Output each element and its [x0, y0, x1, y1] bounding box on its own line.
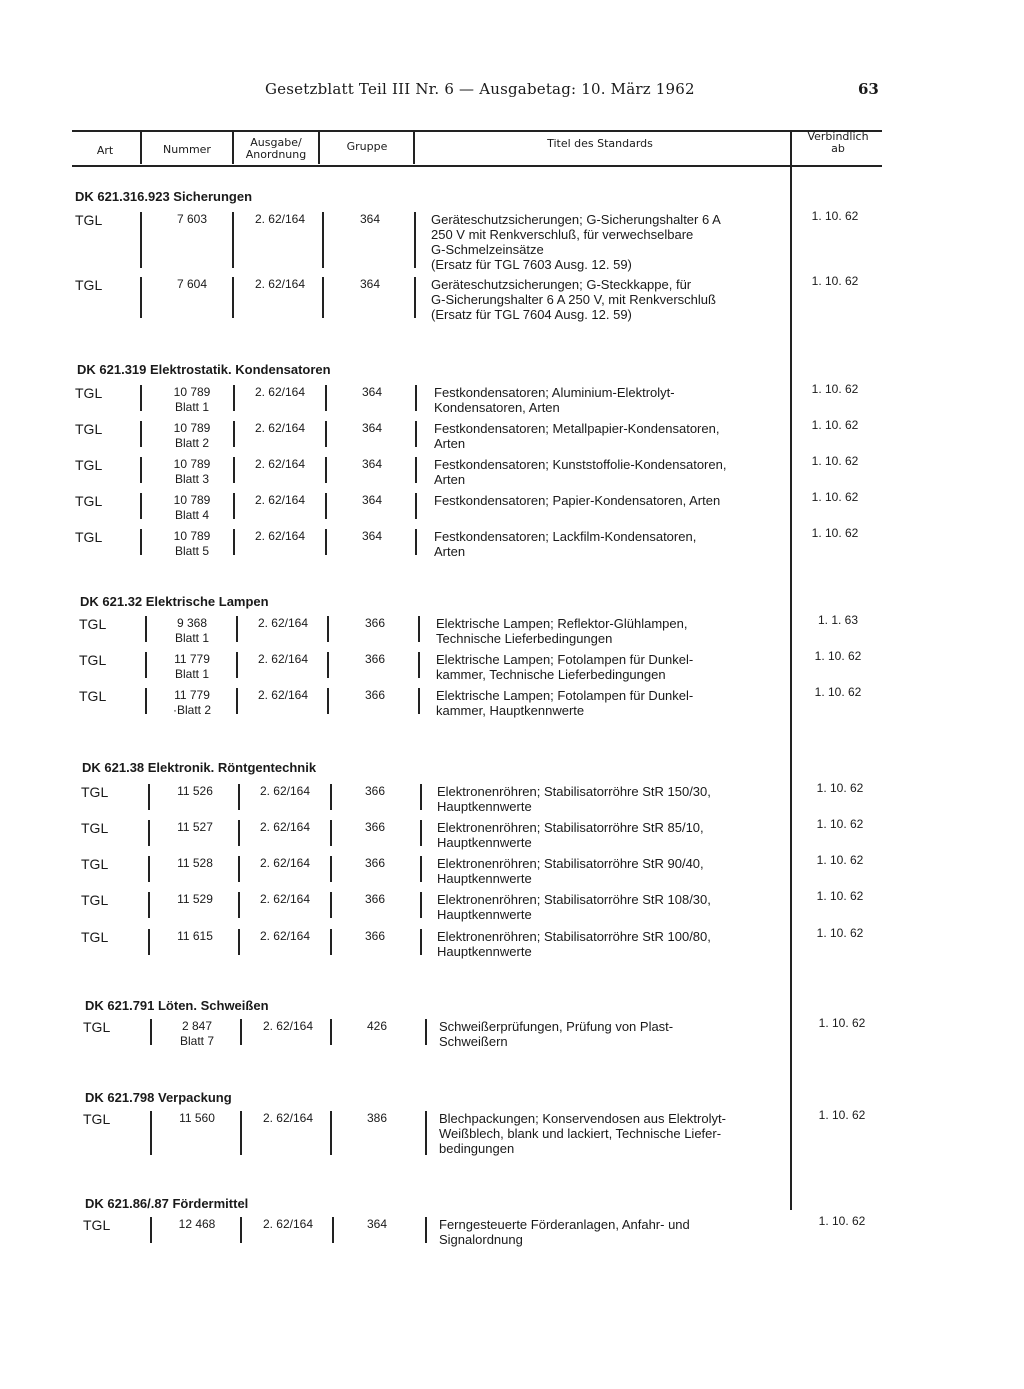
cell-gruppe: 366	[364, 652, 386, 666]
column-divider	[233, 529, 235, 555]
cell-titel: Festkondensatoren; Metallpapier-Kondensatoren, Arten	[434, 421, 720, 451]
column-divider	[238, 820, 240, 846]
cell-nummer: 7 604	[176, 277, 208, 291]
cell-ausgabe: 2. 62/164	[254, 493, 306, 507]
cell-gruppe: 364	[361, 493, 383, 507]
cell-ausgabe: 2. 62/164	[259, 820, 311, 834]
column-divider	[236, 688, 238, 714]
cell-nummer: 11 528	[177, 856, 213, 870]
column-divider	[330, 1111, 332, 1155]
column-divider	[418, 688, 420, 714]
column-divider	[148, 892, 150, 918]
column-divider	[140, 457, 142, 483]
column-divider	[325, 421, 327, 447]
section-title: DK 621.86/.87 Fördermittel	[85, 1196, 249, 1211]
column-divider	[332, 1217, 334, 1243]
cell-nummer: 7 603	[176, 212, 208, 226]
column-divider	[140, 421, 142, 447]
section-title: DK 621.32 Elektrische Lampen	[80, 594, 269, 609]
column-divider	[418, 652, 420, 678]
cell-art: TGL	[81, 784, 109, 800]
column-divider	[240, 1111, 242, 1155]
table-row	[0, 526, 1024, 559]
column-divider	[330, 784, 332, 810]
column-divider	[240, 1217, 242, 1243]
cell-ausgabe: 2. 62/164	[262, 1111, 314, 1125]
cell-gruppe: 364	[359, 212, 381, 226]
cell-verbindlich: 1. 10. 62	[811, 274, 859, 288]
cell-ausgabe: 2. 62/164	[259, 892, 311, 906]
cell-gruppe: 364	[361, 457, 383, 471]
cell-ausgabe: 2. 62/164	[257, 652, 309, 666]
cell-gruppe: 366	[364, 856, 386, 870]
column-divider	[145, 616, 147, 642]
cell-gruppe: 366	[364, 892, 386, 906]
column-divider	[318, 132, 320, 164]
column-divider	[140, 277, 142, 318]
column-divider	[150, 1111, 152, 1155]
table-row	[0, 490, 1024, 523]
cell-art: TGL	[81, 856, 109, 872]
section-title: DK 621.791 Löten. Schweißen	[85, 998, 269, 1013]
column-divider	[148, 856, 150, 882]
cell-verbindlich: 1. 10. 62	[818, 1214, 866, 1228]
column-header-verbindlich: Verbindlich ab	[807, 130, 869, 155]
column-divider	[145, 652, 147, 678]
table-row	[0, 817, 1024, 850]
column-divider	[415, 529, 417, 555]
cell-titel: Elektronenröhren; Stabilisatorröhre StR 90/40, Hauptkennwerte	[437, 856, 704, 886]
cell-art: TGL	[79, 652, 107, 668]
cell-art: TGL	[83, 1111, 111, 1127]
cell-titel: Elektrische Lampen; Reflektor-Glühlampen, Technische Lieferbedingungen	[436, 616, 688, 646]
cell-titel: Geräteschutzsicherungen; G-Sicherungshalter 6 A 250 V mit Renkverschluß, für verwechselbare G-Schmelzeinsätze (Ersatz für TGL 7603 Ausg. 12. 59)	[431, 212, 721, 272]
cell-verbindlich: 1. 10. 62	[816, 781, 864, 795]
table-row	[0, 1108, 1024, 1159]
cell-art: TGL	[83, 1019, 111, 1035]
column-divider	[148, 784, 150, 810]
column-divider	[236, 652, 238, 678]
cell-titel: Ferngesteuerte Förderanlagen, Anfahr- und Signalordnung	[439, 1217, 690, 1247]
cell-titel: Elektronenröhren; Stabilisatorröhre StR 150/30, Hauptkennwerte	[437, 784, 711, 814]
column-divider	[415, 385, 417, 411]
cell-titel: Elektronenröhren; Stabilisatorröhre StR 100/80, Hauptkennwerte	[437, 929, 711, 959]
cell-titel: Geräteschutzsicherungen; G-Steckkappe, für G-Sicherungshalter 6 A 250 V, mit Renkverschluß (Ersatz für TGL 7604 Ausg. 12. 59)	[431, 277, 716, 322]
cell-ausgabe: 2. 62/164	[254, 529, 306, 543]
cell-titel: Elektronenröhren; Stabilisatorröhre StR 108/30, Hauptkennwerte	[437, 892, 711, 922]
cell-verbindlich: 1. 10. 62	[818, 1108, 866, 1122]
cell-verbindlich: 1. 10. 62	[811, 526, 859, 540]
cell-gruppe: 366	[364, 784, 386, 798]
cell-verbindlich: 1. 10. 62	[811, 418, 859, 432]
cell-gruppe: 366	[364, 820, 386, 834]
cell-gruppe: 364	[361, 529, 383, 543]
cell-art: TGL	[81, 892, 109, 908]
section-title: DK 621.319 Elektrostatik. Kondensatoren	[77, 362, 331, 377]
cell-titel: Festkondensatoren; Lackfilm-Kondensatoren, Arten	[434, 529, 697, 559]
column-divider	[150, 1019, 152, 1045]
table-top-rule	[72, 130, 882, 132]
table-row	[0, 454, 1024, 487]
column-divider	[148, 820, 150, 846]
cell-nummer: 11 779 Blatt 1	[174, 652, 210, 681]
column-header-gruppe: Gruppe	[346, 140, 388, 153]
column-divider	[325, 385, 327, 411]
cell-nummer: 10 789 Blatt 3	[173, 457, 211, 486]
cell-ausgabe: 2. 62/164	[254, 457, 306, 471]
column-divider	[233, 457, 235, 483]
cell-nummer: 11 527	[177, 820, 213, 834]
cell-ausgabe: 2. 62/164	[257, 688, 309, 702]
column-divider	[232, 132, 234, 164]
column-divider	[425, 1111, 427, 1155]
column-divider	[415, 457, 417, 483]
page-number: 63	[858, 80, 879, 98]
table-row	[0, 1016, 1024, 1049]
column-divider	[233, 421, 235, 447]
cell-art: TGL	[79, 616, 107, 632]
cell-titel: Elektronenröhren; Stabilisatorröhre StR 85/10, Hauptkennwerte	[437, 820, 704, 850]
column-divider	[420, 856, 422, 882]
column-divider	[420, 929, 422, 955]
cell-art: TGL	[75, 421, 103, 437]
column-divider	[418, 616, 420, 642]
column-divider	[240, 1019, 242, 1045]
cell-gruppe: 364	[366, 1217, 388, 1231]
column-divider	[238, 929, 240, 955]
cell-ausgabe: 2. 62/164	[262, 1019, 314, 1033]
cell-gruppe: 364	[361, 421, 383, 435]
column-divider	[322, 212, 324, 268]
cell-ausgabe: 2. 62/164	[259, 856, 311, 870]
cell-nummer: 10 789 Blatt 1	[173, 385, 211, 414]
column-divider	[420, 820, 422, 846]
cell-nummer: 11 615	[177, 929, 213, 943]
cell-art: TGL	[75, 277, 103, 293]
column-divider	[140, 529, 142, 555]
column-divider	[420, 892, 422, 918]
column-divider	[238, 892, 240, 918]
cell-titel: Festkondensatoren; Aluminium-Elektrolyt- Kondensatoren, Arten	[434, 385, 675, 415]
column-divider	[414, 277, 416, 318]
cell-gruppe: 364	[359, 277, 381, 291]
column-header-art: Art	[96, 144, 114, 157]
column-divider	[145, 688, 147, 714]
cell-gruppe: 366	[364, 929, 386, 943]
column-divider	[420, 784, 422, 810]
column-divider	[148, 929, 150, 955]
column-divider	[327, 652, 329, 678]
cell-verbindlich: 1. 10. 62	[818, 1016, 866, 1030]
cell-gruppe: 364	[361, 385, 383, 399]
cell-gruppe: 366	[364, 616, 386, 630]
column-divider	[140, 212, 142, 268]
cell-ausgabe: 2. 62/164	[254, 277, 306, 291]
cell-titel: Festkondensatoren; Kunststoffolie-Kondensatoren, Arten	[434, 457, 727, 487]
column-header-titel: Titel des Standards	[547, 137, 653, 150]
cell-art: TGL	[75, 529, 103, 545]
column-divider	[322, 277, 324, 318]
cell-ausgabe: 2. 62/164	[254, 385, 306, 399]
column-divider	[330, 892, 332, 918]
cell-nummer: 11 560	[179, 1111, 215, 1125]
cell-titel: Blechpackungen; Konservendosen aus Elektrolyt- Weißblech, blank und lackiert, Technische Liefer- bedingungen	[439, 1111, 726, 1156]
column-divider	[325, 493, 327, 519]
column-divider	[232, 212, 234, 268]
cell-art: TGL	[83, 1217, 111, 1233]
cell-art: TGL	[75, 493, 103, 509]
table-row	[0, 1214, 1024, 1247]
table-row	[0, 781, 1024, 814]
cell-titel: Elektrische Lampen; Fotolampen für Dunkel- kammer, Hauptkennwerte	[436, 688, 694, 718]
cell-ausgabe: 2. 62/164	[257, 616, 309, 630]
table-header-bottom-rule	[72, 165, 882, 167]
column-header-nummer: Nummer	[163, 143, 211, 156]
column-divider	[233, 493, 235, 519]
table-row	[0, 889, 1024, 922]
cell-verbindlich: 1. 10. 62	[814, 649, 862, 663]
cell-verbindlich: 1. 10. 62	[811, 490, 859, 504]
section-title: DK 621.38 Elektronik. Röntgentechnik	[82, 760, 317, 775]
cell-verbindlich: 1. 10. 62	[816, 817, 864, 831]
column-divider	[415, 493, 417, 519]
cell-verbindlich: 1. 10. 62	[816, 853, 864, 867]
cell-gruppe: 366	[364, 688, 386, 702]
table-row	[0, 853, 1024, 886]
column-divider	[330, 1019, 332, 1045]
column-divider	[415, 421, 417, 447]
cell-nummer: 11 529	[177, 892, 213, 906]
cell-titel: Schweißerprüfungen, Prüfung von Plast- Schweißern	[439, 1019, 674, 1049]
cell-titel: Elektrische Lampen; Fotolampen für Dunkel- kammer, Technische Lieferbedingungen	[436, 652, 694, 682]
column-divider	[140, 385, 142, 411]
cell-art: TGL	[75, 212, 103, 228]
cell-gruppe: 426	[366, 1019, 388, 1033]
column-divider	[150, 1217, 152, 1243]
cell-ausgabe: 2. 62/164	[259, 784, 311, 798]
section-title: DK 621.316.923 Sicherungen	[75, 189, 253, 204]
section-title: DK 621.798 Verpackung	[85, 1090, 232, 1105]
cell-art: TGL	[79, 688, 107, 704]
cell-ausgabe: 2. 62/164	[254, 212, 306, 226]
cell-nummer: 12 468	[178, 1217, 216, 1231]
column-divider	[414, 212, 416, 268]
cell-verbindlich: 1. 10. 62	[811, 454, 859, 468]
cell-art: TGL	[75, 385, 103, 401]
cell-verbindlich: 1. 10. 62	[814, 685, 862, 699]
cell-nummer: 10 789 Blatt 4	[173, 493, 211, 522]
column-divider	[413, 132, 415, 164]
column-divider	[236, 616, 238, 642]
cell-gruppe: 386	[366, 1111, 388, 1125]
column-divider	[330, 856, 332, 882]
cell-verbindlich: 1. 10. 62	[816, 926, 864, 940]
column-divider	[140, 493, 142, 519]
cell-nummer: 10 789 Blatt 2	[173, 421, 211, 450]
table-row	[0, 274, 1024, 322]
cell-art: TGL	[75, 457, 103, 473]
cell-verbindlich: 1. 10. 62	[816, 889, 864, 903]
column-divider	[233, 385, 235, 411]
column-divider	[425, 1019, 427, 1045]
cell-ausgabe: 2. 62/164	[254, 421, 306, 435]
cell-art: TGL	[81, 929, 109, 945]
table-row	[0, 649, 1024, 682]
cell-verbindlich: 1. 1. 63	[817, 613, 859, 627]
column-divider	[238, 856, 240, 882]
cell-verbindlich: 1. 10. 62	[811, 209, 859, 223]
page-header-title: Gesetzblatt Teil III Nr. 6 — Ausgabetag: 10. März 1962	[265, 80, 695, 98]
column-divider	[327, 688, 329, 714]
table-row	[0, 382, 1024, 415]
column-header-ausgabe: Ausgabe/ Anordnung	[245, 136, 307, 161]
cell-titel: Festkondensatoren; Papier-Kondensatoren, Arten	[434, 493, 721, 508]
cell-art: TGL	[81, 820, 109, 836]
cell-ausgabe: 2. 62/164	[259, 929, 311, 943]
column-divider	[330, 929, 332, 955]
cell-verbindlich: 1. 10. 62	[811, 382, 859, 396]
column-divider	[325, 457, 327, 483]
table-row	[0, 613, 1024, 646]
cell-nummer: 2 847 Blatt 7	[179, 1019, 215, 1048]
column-divider	[330, 820, 332, 846]
cell-nummer: 11 526	[177, 784, 213, 798]
column-divider	[238, 784, 240, 810]
column-divider	[425, 1217, 427, 1243]
table-row	[0, 209, 1024, 272]
column-divider	[232, 277, 234, 318]
column-divider	[327, 616, 329, 642]
cell-ausgabe: 2. 62/164	[262, 1217, 314, 1231]
table-row	[0, 926, 1024, 959]
cell-nummer: 9 368 Blatt 1	[174, 616, 210, 645]
table-row	[0, 418, 1024, 451]
cell-nummer: 11 779 ·Blatt 2	[172, 688, 211, 717]
table-row	[0, 685, 1024, 718]
column-divider	[325, 529, 327, 555]
cell-nummer: 10 789 Blatt 5	[173, 529, 211, 558]
column-divider	[140, 132, 142, 164]
